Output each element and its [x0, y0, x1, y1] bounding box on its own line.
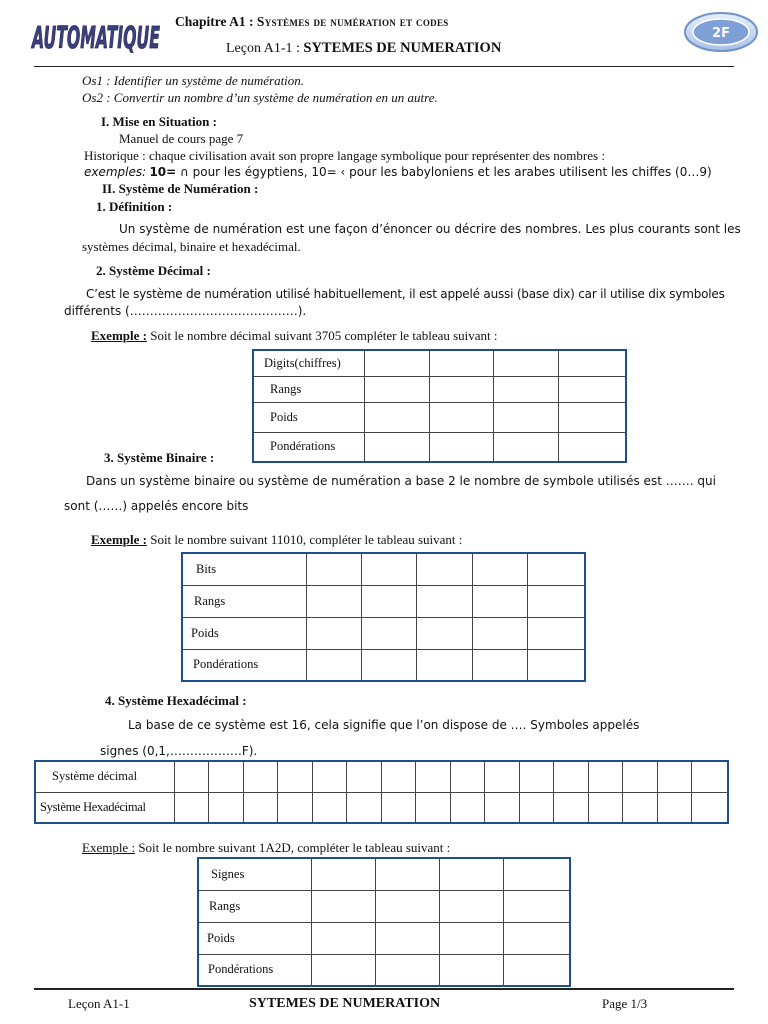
table-row [182, 553, 585, 585]
hex-row-label: Système Hexadécimal [35, 792, 175, 823]
decimal-example [91, 328, 498, 344]
table-cell[interactable] [494, 376, 559, 402]
table-cell[interactable] [450, 761, 484, 792]
table-cell[interactable] [623, 761, 657, 792]
binary-line-1: Dans un système binaire ou système de numération a base 2 le nombre de symbole utilisés est ……. qui [86, 474, 716, 488]
table-cell[interactable] [175, 792, 209, 823]
table-cell[interactable] [175, 761, 209, 792]
examples-bold: 10= [149, 165, 177, 179]
table-cell[interactable] [485, 792, 519, 823]
table-cell[interactable] [417, 585, 472, 617]
table-cell[interactable] [472, 553, 527, 585]
table-cell[interactable] [312, 792, 346, 823]
section-2-title: II. Système de Numération : [102, 181, 259, 196]
table-cell[interactable] [503, 858, 570, 890]
chapter-heading [175, 14, 449, 30]
table-cell[interactable] [472, 585, 527, 617]
table-cell[interactable] [278, 792, 312, 823]
table-cell[interactable] [307, 649, 362, 681]
binary-table [181, 552, 586, 682]
table-row [253, 402, 626, 432]
table-cell[interactable] [494, 402, 559, 432]
table-cell[interactable] [657, 761, 691, 792]
binary-line-2: sont (……) appelés encore bits [64, 499, 249, 513]
binary-title: 3. Système Binaire : [104, 450, 215, 465]
table-cell[interactable] [365, 350, 430, 376]
table-cell[interactable] [558, 402, 626, 432]
table-cell[interactable] [429, 402, 494, 432]
definition-line-1: Un système de numération est une façon d’énoncer ou décrire des nombres. Les plus courants sont les [119, 222, 741, 236]
table-cell[interactable] [623, 792, 657, 823]
table-row [182, 585, 585, 617]
binary-row-label: Bits [182, 553, 307, 585]
table-cell[interactable] [485, 761, 519, 792]
table-cell[interactable] [558, 376, 626, 402]
table-cell[interactable] [519, 792, 553, 823]
table-cell[interactable] [519, 761, 553, 792]
binary-row-label: Pondérations [182, 649, 307, 681]
lesson-title: SYTEMES DE NUMERATION [303, 40, 502, 56]
table-cell[interactable] [243, 792, 277, 823]
table-cell[interactable] [429, 350, 494, 376]
table-row [253, 376, 626, 402]
table-cell[interactable] [554, 792, 588, 823]
examples-line [84, 164, 712, 180]
hex-example [82, 840, 450, 856]
hex-line-2: signes (0,1,………………F). [100, 744, 258, 758]
chapter-title: Systèmes de numération et codes [256, 14, 449, 29]
table-cell[interactable] [429, 432, 494, 462]
badge-text: 2F [712, 26, 730, 41]
decimal-example-label: Exemple : [91, 328, 147, 343]
decimal-row-label: Pondérations [253, 432, 365, 462]
objective-os1: Os1 : Identifier un système de numération. [82, 73, 305, 88]
table-cell[interactable] [494, 432, 559, 462]
hex2-row-label: Signes [198, 858, 312, 890]
table-cell[interactable] [312, 761, 346, 792]
table-cell[interactable] [312, 890, 376, 922]
table-cell[interactable] [527, 585, 585, 617]
table-cell[interactable] [312, 954, 376, 986]
binary-example-label: Exemple : [91, 532, 147, 547]
hex2-row-label: Rangs [198, 890, 312, 922]
table-cell[interactable] [365, 376, 430, 402]
table-cell[interactable] [472, 649, 527, 681]
table-row [198, 954, 570, 986]
binary-row-label: Rangs [182, 585, 307, 617]
table-row [198, 858, 570, 890]
table-row [35, 761, 728, 792]
school-badge [683, 10, 759, 54]
manual-ref: Manuel de cours page 7 [119, 131, 244, 146]
table-cell[interactable] [312, 922, 376, 954]
hex-row-label: Système décimal [35, 761, 175, 792]
table-row [182, 617, 585, 649]
table-cell[interactable] [503, 954, 570, 986]
table-cell[interactable] [417, 553, 472, 585]
section-1-title: I. Mise en Situation : [101, 114, 217, 129]
table-row [253, 350, 626, 376]
table-cell[interactable] [365, 432, 430, 462]
table-cell[interactable] [362, 585, 417, 617]
automatique-logo [30, 10, 162, 58]
table-cell[interactable] [375, 922, 439, 954]
decimal-table [252, 349, 627, 463]
table-cell[interactable] [362, 617, 417, 649]
table-cell[interactable] [278, 761, 312, 792]
table-cell[interactable] [527, 553, 585, 585]
table-cell[interactable] [362, 649, 417, 681]
table-cell[interactable] [417, 649, 472, 681]
table-row [198, 922, 570, 954]
lesson-label: Leçon A1-1 : [226, 41, 300, 56]
definition-line-2: systèmes décimal, binaire et hexadécimal. [82, 239, 301, 254]
footer-divider [34, 988, 734, 990]
history-text: Historique : chaque civilisation avait son propre langage symbolique pour représenter des nombres : [84, 148, 605, 163]
table-cell[interactable] [439, 890, 503, 922]
table-row [182, 649, 585, 681]
table-cell[interactable] [494, 350, 559, 376]
table-cell[interactable] [692, 761, 728, 792]
hex-example-label: Exemple : [82, 840, 136, 855]
table-cell[interactable] [209, 761, 243, 792]
table-cell[interactable] [503, 890, 570, 922]
table-cell[interactable] [209, 792, 243, 823]
hex2-row-label: Poids [198, 922, 312, 954]
decimal-title: 2. Système Décimal : [96, 263, 211, 278]
table-cell[interactable] [381, 792, 415, 823]
footer-lesson: Leçon A1-1 [68, 996, 130, 1011]
objective-os2: Os2 : Convertir un nombre d’un système de numération en un autre. [82, 90, 438, 105]
table-row [253, 432, 626, 462]
table-cell[interactable] [657, 792, 691, 823]
binary-row-label: Poids [182, 617, 307, 649]
table-cell[interactable] [416, 761, 450, 792]
hex-example-text: Soit le nombre suivant 1A2D, compléter le tableau suivant : [135, 840, 451, 855]
table-cell[interactable] [472, 617, 527, 649]
header-divider [34, 66, 734, 67]
table-cell[interactable] [347, 792, 381, 823]
table-cell[interactable] [554, 761, 588, 792]
table-cell[interactable] [692, 792, 728, 823]
table-cell[interactable] [307, 617, 362, 649]
chapter-label: Chapitre A1 : [175, 14, 254, 29]
table-cell[interactable] [416, 792, 450, 823]
table-row [198, 890, 570, 922]
footer-title: SYTEMES DE NUMERATION [249, 996, 441, 1011]
table-cell[interactable] [375, 858, 439, 890]
table-cell[interactable] [307, 553, 362, 585]
table-cell[interactable] [439, 922, 503, 954]
table-cell[interactable] [375, 890, 439, 922]
hex-title: 4. Système Hexadécimal : [105, 693, 247, 708]
table-cell[interactable] [527, 649, 585, 681]
definition-title: 1. Définition : [96, 199, 173, 214]
table-cell[interactable] [365, 402, 430, 432]
decimal-row-label: Poids [253, 402, 365, 432]
hex-line-1: La base de ce système est 16, cela signifie que l’on dispose de …. Symboles appelés [128, 718, 640, 732]
examples-text: ∩ pour les égyptiens, 10= ‹ pour les babyloniens et les arabes utilisent les chiffes (0…9) [176, 165, 712, 179]
examples-label: exemples: [84, 165, 147, 179]
table-cell[interactable] [439, 954, 503, 986]
table-cell[interactable] [307, 585, 362, 617]
decimal-line-1: C’est le système de numération utilisé habituellement, il est appelé aussi (base dix) car il utilise dix symboles [86, 287, 725, 301]
table-cell[interactable] [588, 761, 622, 792]
table-cell[interactable] [381, 761, 415, 792]
decimal-row-label: Rangs [253, 376, 365, 402]
decimal-row-label: Digits(chiffres) [253, 350, 365, 376]
table-cell[interactable] [429, 376, 494, 402]
table-cell[interactable] [527, 617, 585, 649]
binary-example [91, 532, 462, 548]
table-cell[interactable] [375, 954, 439, 986]
hex-conversion-table [34, 760, 729, 824]
table-cell[interactable] [558, 350, 626, 376]
table-cell[interactable] [362, 553, 417, 585]
table-row [35, 792, 728, 823]
table-cell[interactable] [347, 761, 381, 792]
table-cell[interactable] [417, 617, 472, 649]
table-cell[interactable] [588, 792, 622, 823]
logo-text: AUTOMATIQUE [30, 21, 161, 56]
table-cell[interactable] [558, 432, 626, 462]
binary-example-text: Soit le nombre suivant 11010, compléter le tableau suivant : [146, 532, 463, 547]
lesson-heading [226, 40, 501, 57]
footer-page-number: Page 1/3 [602, 996, 648, 1011]
decimal-line-2: différents (……………………………………). [64, 304, 307, 318]
table-cell[interactable] [439, 858, 503, 890]
table-cell[interactable] [503, 922, 570, 954]
table-cell[interactable] [243, 761, 277, 792]
hex-table [197, 857, 571, 987]
table-cell[interactable] [450, 792, 484, 823]
hex2-row-label: Pondérations [198, 954, 312, 986]
table-cell[interactable] [312, 858, 376, 890]
decimal-example-text: Soit le nombre décimal suivant 3705 compléter le tableau suivant : [146, 328, 498, 343]
